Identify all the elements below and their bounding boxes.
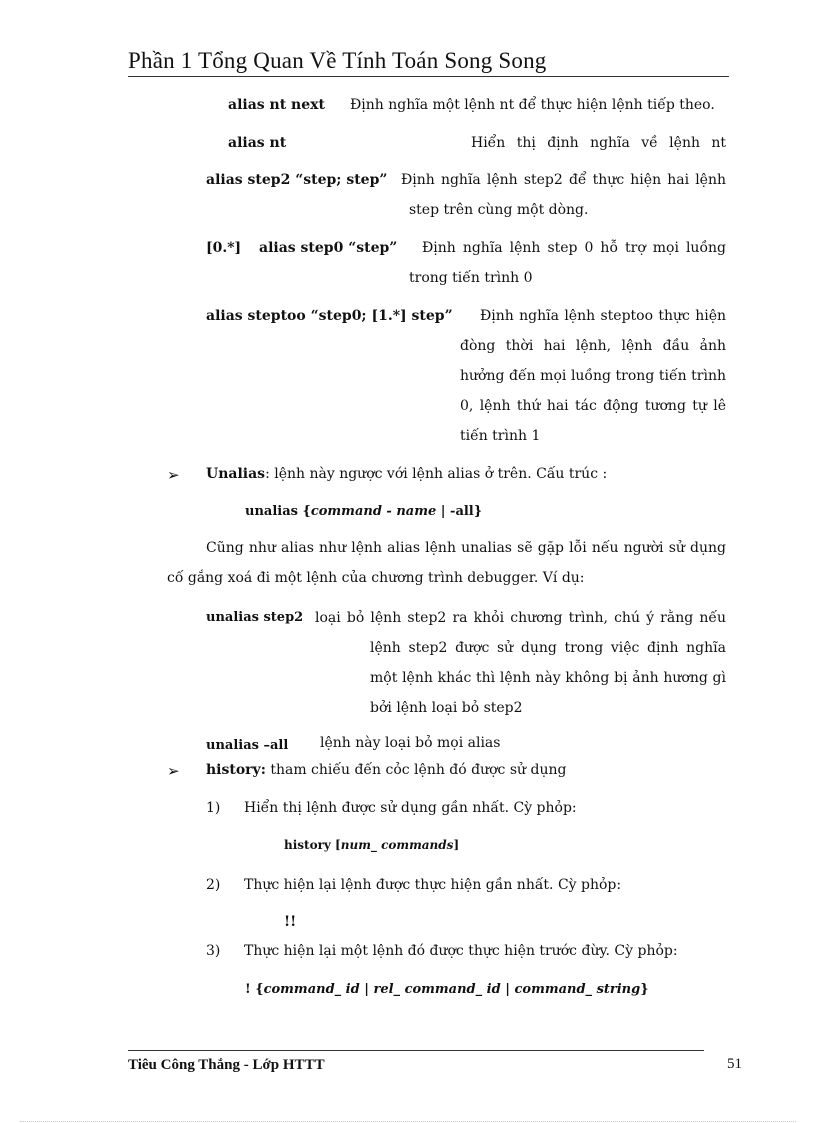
page-bottom-dotted-border [20,1121,796,1122]
alias-step0-cmd: alias step0 “step” [259,240,398,256]
unalias-paragraph: Cũng như alias như lệnh alias lệnh unalias sẽ gặp lỗi nếu người sử dụng cố gắng xoá đi một lệnh của chương trình debugger. Ví dụ: [167,540,726,586]
unalias-syntax-b: command - name [310,504,437,519]
alias-step0-prefix: [0.*] [206,240,242,256]
history-item-3-num: 3) [206,943,221,959]
page-header-title: Phần 1 Tổng Quan Về Tính Toán Song Song [128,48,547,73]
unalias-syntax [245,504,482,519]
history-item-1-num: 1) [206,800,221,816]
unalias-heading [206,466,607,482]
history-item-1-text: Hiển thị lệnh được sử dụng gần nhất. Cỳ phỏp: [244,800,577,816]
history-item-3-text: Thực hiện lại một lệnh đó được thực hiện trước đừy. Cỳ phỏp: [244,943,678,959]
history-bullet-icon: ➢ [167,762,180,780]
alias-steptoo-desc: Định nghĩa lệnh steptoo thực hiện đòng thời hai lệnh, lệnh đầu ảnh hưởng đến mọi luồng trong tiến trình 0, lệnh thứ hai tác động tương tự lê tiến trình 1 [460,308,726,444]
history-syntax-1 [284,838,459,852]
alias-step0-desc: Định nghĩa lệnh step 0 hỗ trợ mọi luồng trong tiến trình 0 [409,240,726,286]
alias-nt-next-cmd: alias nt next [228,97,325,113]
unalias-syntax-a: unalias { [245,504,311,519]
footer-author: Tiêu Công Thắng - Lớp HTTT [128,1057,325,1073]
alias-nt-next-desc: Định nghĩa một lệnh nt để thực hiện lệnh tiếp theo. [350,97,715,113]
unalias-syntax-c: | -all} [436,504,483,519]
history-item-2-num: 2) [206,877,221,893]
history-item-2-text: Thực hiện lại lệnh được thực hiện gần nhất. Cỳ phỏp: [244,877,622,893]
alias-steptoo-cmd: alias steptoo “step0; [1.*] step” [206,308,453,324]
history-syntax-3-a: ! { [245,982,264,997]
alias-nt-cmd: alias nt [228,135,287,151]
history-heading [206,762,566,778]
history-syntax-1-b: num_ commands [340,838,454,852]
unalias-all-cmd: unalias –all [206,738,289,753]
history-syntax-1-a: history [ [284,838,341,852]
alias-nt-desc: Hiển thị định nghĩa về lệnh nt [471,135,726,151]
history-syntax-3-f: command_ string [514,982,641,997]
history-syntax-3-g: } [640,982,649,997]
unalias-bullet-icon: ➢ [167,466,180,484]
history-syntax-3-b: command_ id [263,982,360,997]
header-rule [128,76,729,77]
history-syntax-2: !! [284,914,297,930]
alias-step2-desc: Định nghĩa lệnh step2 để thực hiện hai lệnh step trên cùng một dòng. [401,172,726,218]
history-syntax-3-d: rel_ command_ id [373,982,501,997]
history-syntax-3-c: | [359,982,374,997]
footer-rule [128,1050,704,1051]
history-intro: tham chiếu đến cỏc lệnh đó được sử dụng [265,762,567,778]
page-number: 51 [727,1056,742,1072]
unalias-step2-cmd: unalias step2 [206,610,304,625]
history-label: history: [206,762,266,778]
unalias-step2-desc: loại bỏ lệnh step2 ra khỏi chương trình, chú ý rằng nếu lệnh step2 được sử dụng trong việc định nghĩa một lệnh khác thì lệnh này không bị ảnh hương gì bởi lệnh loại bỏ step2 [315,610,726,716]
history-syntax-3-e: | [500,982,515,997]
history-syntax-3 [245,982,649,997]
alias-step2-cmd: alias step2 “step; step” [206,172,388,188]
unalias-all-desc: lệnh này loại bỏ mọi alias [320,735,501,751]
history-syntax-1-c: ] [453,838,460,852]
unalias-label: Unalias [206,466,266,482]
unalias-intro: : lệnh này ngược với lệnh alias ở trên. Cấu trúc : [265,466,608,482]
